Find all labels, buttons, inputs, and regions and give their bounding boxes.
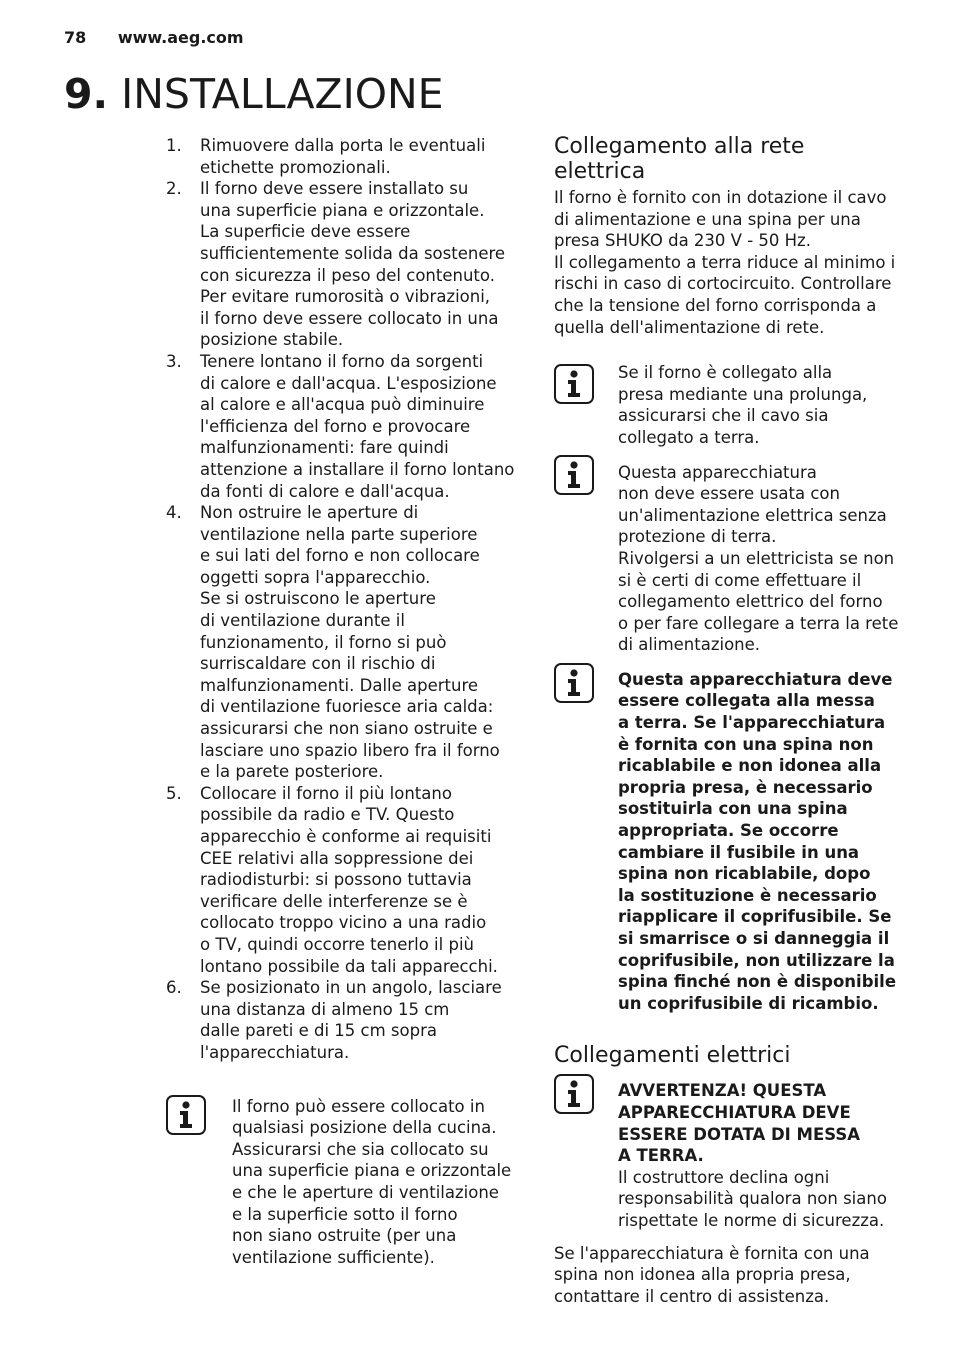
info-note-text: Se il forno è collegato alla presa mediante una prolunga, assicurarsi che il cavo sia collegato a terra. xyxy=(618,363,868,447)
list-item xyxy=(166,977,530,1063)
info-note-text: Il forno può essere collocato in qualsiasi posizione della cucina. Assicurarsi che sia collocato su una superficie piana e orizzontale e che le aperture di ventilazione e la superficie sotto il forno non siano ostruite (per una ventilazione sufficiente). xyxy=(232,1096,512,1267)
section-heading-electrical: Collegamenti elettrici xyxy=(554,1043,791,1069)
step-text: Rimuovere dalla porta le eventuali etichette promozionali. xyxy=(200,136,486,177)
list-item xyxy=(166,135,530,178)
warning-title: AVVERTENZA! QUESTA APPARECCHIATURA DEVE ESSERE DOTATA DI MESSA A TERRA. xyxy=(618,1081,861,1166)
info-note-fuse xyxy=(554,669,916,1015)
step-number: 2. xyxy=(166,179,182,199)
list-item xyxy=(166,502,530,783)
right-column xyxy=(554,134,916,1307)
step-text: Il forno deve essere installato su una superficie piana e orizzontale. La superficie deve essere sufficientemente solida da sostenere con sicurezza il peso del contenuto. Per evitare rumorosità o vibrazioni, il forno deve essere collocato in una posizione stabile. xyxy=(200,179,506,350)
step-text: Se posizionato in un angolo, lasciare una distanza di almeno 15 cm dalle pareti e di 15 cm sopra l'apparecchiatura. xyxy=(200,978,502,1062)
list-item xyxy=(166,783,530,977)
info-icon xyxy=(554,364,594,404)
page-title xyxy=(64,68,444,120)
step-text: Non ostruire le aperture di ventilazione nella parte superiore e sui lati del forno e non collocare oggetti sopra l'apparecchio. Se si ostruiscono le aperture di ventilazione durante il funzionamento, il forno si può surriscaldare con il rischio di malfunzionamenti. Dalle aperture di ventilazione fuoriesce aria calda: assicurarsi che non siano ostruite e lasciare uno spazio libero fra il forno e la parete posteriore. xyxy=(200,503,500,782)
info-icon xyxy=(554,663,594,703)
info-note-text: Questa apparecchiatura deve essere collegata alla messa a terra. Se l'apparecchiatura è fornita con una spina non ricablabile e non idonea alla propria presa, è necessario sostituirla con una spina appropriata. Se occorre cambiare il fusibile in una spina non ricablabile, dopo la sostituzione è necessario riapplicare il coprifusibile. Se si smarrisce o si danneggia il coprifusibile, non utilizzare la spina finché non è disponibile un coprifusibile di ricambio. xyxy=(618,669,897,1013)
list-item xyxy=(166,351,530,502)
left-column xyxy=(166,135,530,1268)
step-number: 6. xyxy=(166,978,182,998)
power-paragraph: Il forno è fornito con in dotazione il cavo di alimentazione e una spina per una presa SHUKO da 230 V - 50 Hz. Il collegamento a terra riduce al minimo i rischi in caso di cortocircuito. Controllare che la tensione del forno corrisponda a quella dell'alimentazione di rete. xyxy=(554,188,896,337)
section-heading-power: Collegamento alla rete elettrica xyxy=(554,134,805,184)
chapter-number: 9. xyxy=(64,70,109,118)
installation-steps xyxy=(166,135,530,1064)
step-number: 4. xyxy=(166,503,182,523)
info-note-extension xyxy=(554,362,916,448)
info-icon xyxy=(166,1095,206,1135)
page-number: 78 xyxy=(64,28,87,47)
warning-content xyxy=(618,1080,887,1231)
chapter-title: INSTALLAZIONE xyxy=(121,70,444,118)
page-header xyxy=(64,28,244,47)
assistance-paragraph: Se l'apparecchiatura è fornita con una spina non idonea alla propria presa, contattare il centro di assistenza. xyxy=(554,1243,870,1306)
step-text: Tenere lontano il forno da sorgenti di calore e dall'acqua. L'esposizione al calore e all'acqua può diminuire l'efficienza del forno e provocare malfunzionamenti: fare quindi attenzione a installare il forno lontano da fonti di calore e dall'acqua. xyxy=(200,351,515,501)
info-icon xyxy=(554,1074,594,1114)
list-item xyxy=(166,178,530,351)
warning-text: Il costruttore declina ogni responsabilità qualora non siano rispettate le norme di sicurezza. xyxy=(618,1167,887,1230)
step-number: 1. xyxy=(166,136,182,155)
info-note-earth xyxy=(554,462,916,656)
info-note-text: Questa apparecchiatura non deve essere usata con un'alimentazione elettrica senza protezione di terra. Rivolgersi a un elettricista se non si è certi di come effettuare il collegamento elettrico del forno o per fare collegare a terra la rete di alimentazione. xyxy=(618,462,899,655)
website-url: www.aeg.com xyxy=(117,28,244,47)
step-number: 3. xyxy=(166,351,182,371)
info-note-placement xyxy=(166,1096,530,1269)
step-text: Collocare il forno il più lontano possibile da radio e TV. Questo apparecchio è conforme ai requisiti CEE relativi alla soppressione dei radiodisturbi: si possono tuttavia verificare delle interferenze se è collocato troppo vicino a una radio o TV, quindi occorre tenerlo il più lontano possibile da tali apparecchi. xyxy=(200,783,498,976)
step-number: 5. xyxy=(166,783,182,803)
info-icon xyxy=(554,455,594,495)
warning-note xyxy=(554,1080,916,1231)
